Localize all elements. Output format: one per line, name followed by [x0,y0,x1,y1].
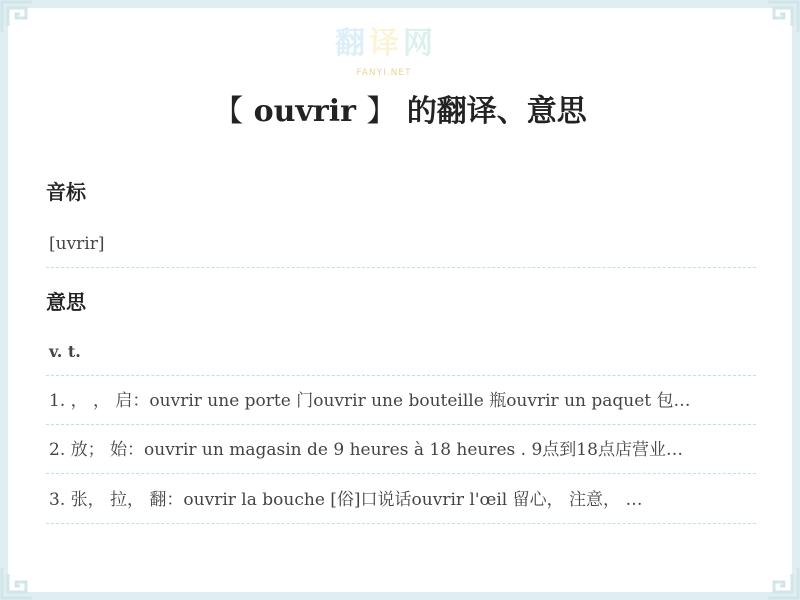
site-logo-watermark [322,16,446,82]
phonetic-value: [uvrir] [46,220,756,268]
corner-ornament-top-right [766,0,800,34]
watermark-char: 网 [403,26,433,61]
watermark-char: 译 [369,26,399,61]
title-word: ouvrir [253,94,356,129]
corner-ornament-bottom-left [0,566,34,600]
definition-item-3: 3. 张， 拉， 翻：ouvrir la bouche [俗]口说话ouvrir l'œil 留心， 注意， … [46,476,756,524]
watermark-char: 翻 [335,26,365,61]
definition-item-2: 2. 放； 始：ouvrir un magasin de 9 heures à 18 heures . 9点到18点店营业… [46,426,756,474]
watermark-subtitle: FANYI.NET [356,68,412,78]
title-open-bracket: 【 [213,94,244,129]
corner-ornament-bottom-right [766,566,800,600]
meaning-heading: 意思 [46,290,86,314]
corner-ornament-top-left [0,0,34,34]
title-suffix: 的翻译、意思 [406,94,587,129]
page-title [0,86,800,130]
title-close-bracket: 】 [366,94,397,129]
phonetic-heading: 音标 [46,180,86,204]
part-of-speech: v. t. [46,328,756,376]
definition-item-1: 1. ， ， 启：ouvrir une porte 门ouvrir une bouteille 瓶ouvrir un paquet 包… [46,377,756,425]
